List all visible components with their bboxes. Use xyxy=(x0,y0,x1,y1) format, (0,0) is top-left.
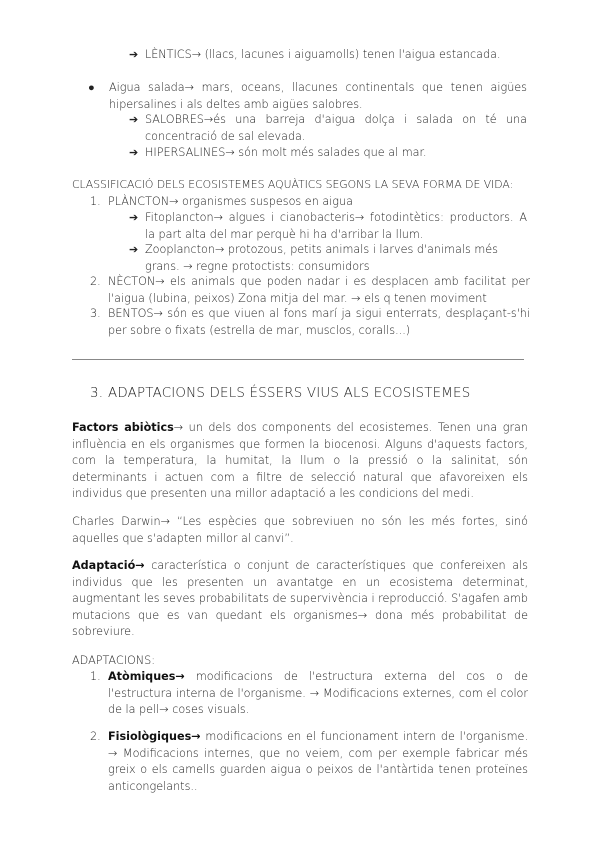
adaptacio-item-2 xyxy=(90,729,528,795)
adaptacio-text: característica o conjunt de característiques que confereixen als individus que les presenten un avantatge en un ecosistema determinat, augmentant les seves probabilitats de supervivència i reproducció. S'agafen amb mutacions que es van quedant els organismes→ dona més probabilitat de sobreviure. xyxy=(72,559,529,638)
section-divider xyxy=(72,359,524,360)
list-number: 3. xyxy=(90,307,101,320)
plancton-text: PLÀNCTON→ organismes suspesos en aigua xyxy=(108,195,353,208)
section-number: 3. xyxy=(90,386,104,401)
arrow-icon: ➔ xyxy=(129,146,139,159)
fitoplancton-line xyxy=(129,210,527,243)
adaptacio-paragraph xyxy=(72,558,528,641)
list-number: 2. xyxy=(90,275,101,288)
section-title: ADAPTACIONS DELS ÉSSERS VIUS ALS ECOSISTEMES xyxy=(108,386,471,401)
salobres-line xyxy=(129,112,527,145)
arrow-icon: ➔ xyxy=(129,211,139,224)
list-number: 2. xyxy=(90,730,101,743)
necton-text: NÈCTON→ els animals que poden nadar i es desplacen amb facilitat per l'aigua (lubina, peixos) Zona mitja del mar. → els q tenen moviment xyxy=(108,275,530,305)
bentos-text: BENTOS→ són es que viuen al fons marí ja sigui enterrats, desplaçant-s'hi per sobre o fixats (estrella de mar, musclos, coralls...) xyxy=(108,307,530,337)
adaptacio-term: Adaptació→ xyxy=(72,559,145,572)
classif-heading: CLASSIFICACIÓ DELS ECOSISTEMES AQUÀTICS SEGONS LA SEVA FORMA DE VIDA: xyxy=(72,178,514,191)
salada-text: Aigua salada→ mars, oceans, llacunes continentals que tenen aigües hipersalines i als deltes amb aigües salobres. xyxy=(109,81,527,111)
arrow-icon: ➔ xyxy=(129,243,139,256)
lentics-text: LÈNTICS→ (llacs, lacunes i aiguamolls) tenen l'aigua estancada. xyxy=(145,48,501,61)
list-number: 1. xyxy=(90,670,101,683)
classif-item-3 xyxy=(90,306,530,339)
section-3-heading xyxy=(90,386,530,403)
fisiologiques-term: Fisiològiques→ xyxy=(108,730,201,743)
salobres-text: SALOBRES→és una barreja d'aigua dolça i salada on té una concentració de sal elevada. xyxy=(145,113,527,143)
classif-item-2 xyxy=(90,274,530,307)
classif-item-1 xyxy=(90,194,530,211)
fisiologiques-text: modificacions en el funcionament intern de l'organisme. → Modificacions internes, que no veiem, com per exemple fabricar més greix o els camells guarden aigua o peixos de l'antàrtida tenen proteïnes anticongelants.. xyxy=(108,730,528,793)
adaptacions-heading: ADAPTACIONS: xyxy=(72,654,156,667)
factors-text: → un dels dos components del ecosistemes. Tenen una gran influència en els organismes que formen la biocenosi. Alguns d'aquests factors, com la temperatura, la humitat, la llum o la pressió o la salinitat, són determinants i actuen com a filtre de selecció natural que afavoreixen els individus que presenten una millor adaptació a les condicions del medi. xyxy=(72,421,528,500)
factors-paragraph xyxy=(72,420,528,503)
fitoplancton-text: Fitoplancton→ algues i cianobacteris→ fotodintètics: productors. A la part alta del mar perquè hi ha d'arribar la llum. xyxy=(145,211,527,241)
zooplancton-line xyxy=(129,242,527,275)
hipersalines-line xyxy=(129,145,527,162)
arrow-icon: ➔ xyxy=(129,113,139,126)
lentics-line xyxy=(129,47,529,64)
hipersalines-text: HIPERSALINES→ són molt més salades que al mar. xyxy=(145,146,427,159)
arrow-icon: ➔ xyxy=(129,48,139,61)
factors-term: Factors abiòtics xyxy=(72,421,174,434)
darwin-quote: Charles Darwin→ “Les espècies que sobreviuen no són les més fortes, sinó aquelles que s'adapten millor al canvi”. xyxy=(72,515,528,545)
zooplancton-text: Zooplancton→ protozous, petits animals i larves d'animals més grans. → regne protoctists: consumidors xyxy=(145,243,498,273)
atomiques-text: modificacions de l'estructura externa del cos o de l'estructura interna de l'organisme. → Modificacions externes, com el color de la pell→ coses visuals. xyxy=(108,670,528,716)
adaptacio-item-1 xyxy=(90,669,528,719)
bullet-icon: ● xyxy=(88,81,95,94)
atomiques-term: Atòmiques→ xyxy=(108,670,185,683)
list-number: 1. xyxy=(90,195,101,208)
